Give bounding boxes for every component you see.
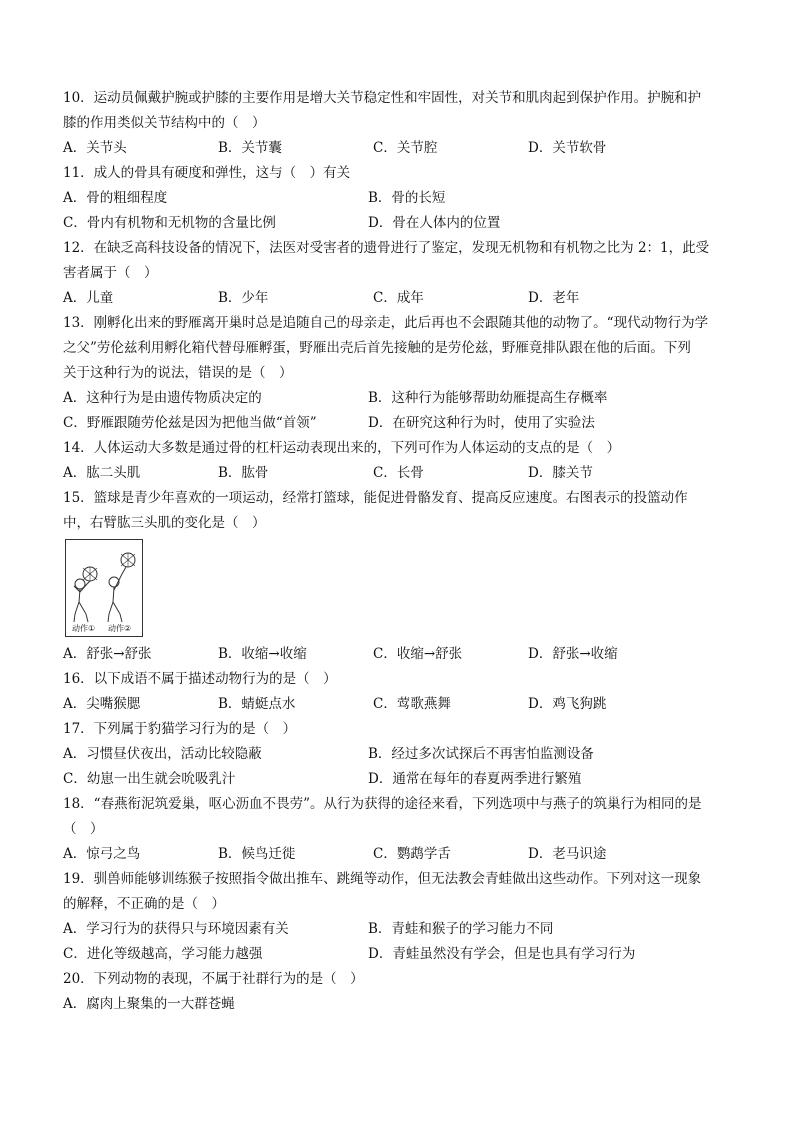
q19-option-b[interactable]: B．青蛙和猴子的学习能力不同 <box>368 921 554 937</box>
q19-stem-line2: 的解释，不正确的是（ ） <box>63 896 225 912</box>
q10-stem-line1: 10．运动员佩戴护腕或护膝的主要作用是增大关节稳定性和牢固性，对关节和肌肉起到保护作用。护腕和护 <box>63 90 702 106</box>
q11-options-row2 <box>63 211 743 236</box>
q10-option-c[interactable]: C．关节腔 <box>373 140 438 156</box>
q15-option-a[interactable]: A．舒张→舒张 <box>63 646 152 662</box>
q16-option-d[interactable]: D．鸡飞狗跳 <box>528 696 607 712</box>
q17-stem-line1: 17．下列属于豹猫学习行为的是（ ） <box>63 721 297 737</box>
q13-options-row2 <box>63 411 743 436</box>
q15-option-b[interactable]: B．收缩→收缩 <box>218 646 307 662</box>
q19-option-a[interactable]: A．学习行为的获得只与环境因素有关 <box>63 921 289 937</box>
q13-option-a[interactable]: A．这种行为是由遗传物质决定的 <box>63 390 262 406</box>
q11-option-c[interactable]: C．骨内有机物和无机物的含量比例 <box>63 215 276 231</box>
figure-caption-action-1: 动作① <box>72 624 96 633</box>
q13-stem-line3: 关于这种行为的说法，错误的是（ ） <box>63 365 293 381</box>
q20-stem-line1: 20．下列动物的表现，不属于社群行为的是（ ） <box>63 971 364 987</box>
q15-option-c[interactable]: C．收缩→舒张 <box>373 646 463 662</box>
q19-option-d[interactable]: D．青蛙虽然没有学会，但是也具有学习行为 <box>368 946 636 962</box>
q12-option-b[interactable]: B．少年 <box>218 290 269 306</box>
q11-option-a[interactable]: A．骨的粗细程度 <box>63 190 168 206</box>
q10-options <box>63 136 743 161</box>
q12-option-a[interactable]: A．儿童 <box>63 290 114 306</box>
q15-stem-line1: 15．篮球是青少年喜欢的一项运动，经常打篮球，能促进骨骼发育、提高反应速度。右图表示的投篮动作 <box>63 490 688 506</box>
q19-option-c[interactable]: C．进化等级越高，学习能力越强 <box>63 946 263 962</box>
q17-option-a[interactable]: A．习惯昼伏夜出，活动比较隐蔽 <box>63 746 262 762</box>
q15-option-d[interactable]: D．舒张→收缩 <box>528 646 618 662</box>
q11-option-d[interactable]: D．骨在人体内的位置 <box>368 215 501 231</box>
q16-option-a[interactable]: A．尖嘴猴腮 <box>63 696 141 712</box>
q10-option-b[interactable]: B．关节囊 <box>218 140 282 156</box>
q14-options <box>63 461 743 486</box>
q13-stem-line1: 13．刚孵化出来的野雁离开巢时总是追随自己的母亲走，此后再也不会跟随其他的动物了。“现代动物行为学 <box>63 315 709 331</box>
q18-stem-line1: 18．“春燕衔泥筑爱巢，呕心沥血不畏劳”。从行为获得的途径来看，下列选项中与燕子的筑巢行为相同的是 <box>63 796 702 812</box>
q17-option-c[interactable]: C．幼崽一出生就会吮吸乳汁 <box>63 771 236 787</box>
q18-option-b[interactable]: B．候鸟迁徙 <box>218 846 296 862</box>
q13-option-c[interactable]: C．野雁跟随劳伦兹是因为把他当做“首领” <box>63 415 317 431</box>
q12-stem-line2: 害者属于（ ） <box>63 265 158 281</box>
q13-options-row1 <box>63 386 743 411</box>
q16-options <box>63 692 743 717</box>
q10-stem-line2: 膝的作用类似关节结构中的（ ） <box>63 115 266 131</box>
q10-option-a[interactable]: A．关节头 <box>63 140 127 156</box>
q18-options <box>63 842 743 867</box>
q17-options-row1 <box>63 742 743 767</box>
q14-option-c[interactable]: C．长骨 <box>373 465 424 481</box>
q10-option-d[interactable]: D．关节软骨 <box>528 140 607 156</box>
q15-stem-line2: 中，右臂肱三头肌的变化是（ ） <box>63 515 266 531</box>
q12-option-d[interactable]: D．老年 <box>528 290 580 306</box>
q19-stem-line1: 19．驯兽师能够训练猴子按照指令做出推车、跳绳等动作，但无法教会青蛙做出这些动作。下列对这一现象 <box>63 871 702 887</box>
q13-option-d[interactable]: D．在研究这种行为时，使用了实验法 <box>368 415 595 431</box>
q17-option-b[interactable]: B．经过多次试探后不再害怕监测设备 <box>368 746 594 762</box>
q13-option-b[interactable]: B．这种行为能够帮助幼雁提高生存概率 <box>368 390 608 406</box>
q12-options <box>63 286 743 311</box>
q16-stem-line1: 16．以下成语不属于描述动物行为的是（ ） <box>63 671 337 687</box>
q16-option-b[interactable]: B．蜻蜓点水 <box>218 696 296 712</box>
q11-option-b[interactable]: B．骨的长短 <box>368 190 446 206</box>
q14-option-b[interactable]: B．肱骨 <box>218 465 269 481</box>
q14-stem-line1: 14．人体运动大多数是通过骨的杠杆运动表现出来的，下列可作为人体运动的支点的是（ ） <box>63 440 621 456</box>
q18-option-a[interactable]: A．惊弓之鸟 <box>63 846 141 862</box>
q13-stem-line2: 之父”劳伦兹利用孵化箱代替母雁孵蛋，野雁出壳后首先接触的是劳伦兹，野雁竟排队跟在他的后面。下列 <box>63 340 691 356</box>
q16-option-c[interactable]: C．莺歌燕舞 <box>373 696 451 712</box>
basketball-players-illustration <box>66 540 142 636</box>
q19-options-row1 <box>63 917 743 942</box>
q11-stem-line1: 11．成人的骨具有硬度和弹性，这与（ ）有关 <box>63 165 351 181</box>
shooting-motion-figure <box>65 539 143 637</box>
q14-option-d[interactable]: D．膝关节 <box>528 465 593 481</box>
q20-option-a[interactable]: A．腐肉上聚集的一大群苍蝇 <box>63 996 235 1012</box>
q12-stem-line1: 12．在缺乏高科技设备的情况下，法医对受害者的遗骨进行了鉴定，发现无机物和有机物之比为 2：1，此受 <box>63 240 710 256</box>
q17-options-row2 <box>63 767 743 792</box>
q18-option-c[interactable]: C．鹦鹉学舌 <box>373 846 451 862</box>
q15-options <box>63 642 743 667</box>
q19-options-row2 <box>63 942 743 967</box>
question-sheet <box>63 86 743 1017</box>
q17-option-d[interactable]: D．通常在每年的春夏两季进行繁殖 <box>368 771 582 787</box>
q18-stem-line2: （ ） <box>63 821 104 837</box>
q14-option-a[interactable]: A．肱二头肌 <box>63 465 141 481</box>
q18-option-d[interactable]: D．老马识途 <box>528 846 607 862</box>
q11-options-row1 <box>63 186 743 211</box>
figure-caption-action-2: 动作② <box>108 624 132 633</box>
q12-option-c[interactable]: C．成年 <box>373 290 424 306</box>
